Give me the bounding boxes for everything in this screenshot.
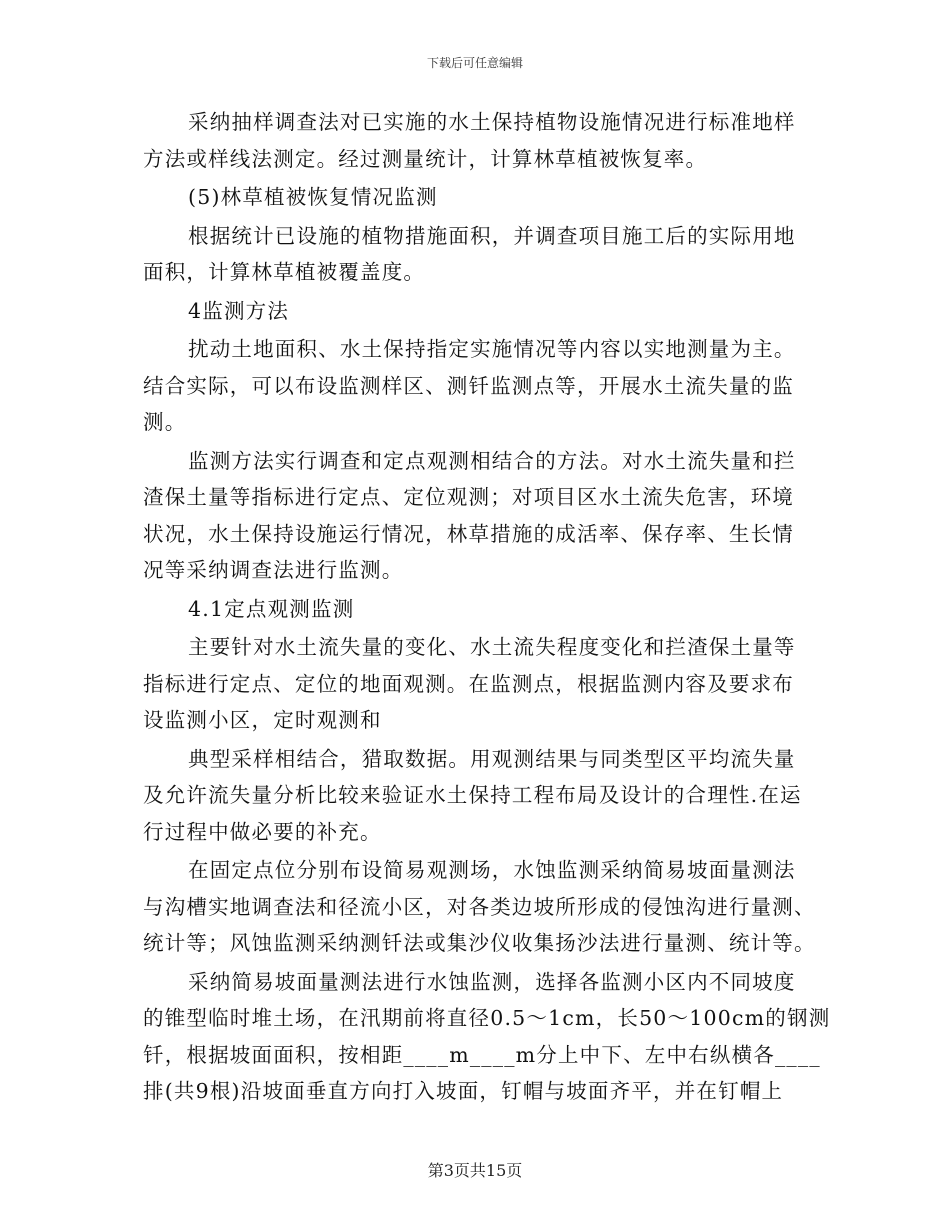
text-line: 及允许流失量分析比较来验证水土保持工程布局及设计的合理性.在运 bbox=[143, 783, 802, 807]
text-line: 监测方法实行调查和定点观测相结合的方法。对水土流失量和拦 bbox=[188, 448, 796, 473]
section-heading: 4监测方法 bbox=[188, 298, 290, 323]
text-line: 设监测小区，定时观测和 bbox=[143, 708, 382, 732]
section-heading: (5)林草植被恢复情况监测 bbox=[188, 185, 438, 209]
text-line: 行过程中做必要的补充。 bbox=[143, 819, 382, 844]
text-line: 在固定点位分别布设简易观测场，水蚀监测采纳简易坡面量测法 bbox=[188, 858, 796, 882]
text-line: 扰动土地面积、水土保持指定实施情况等内容以实地测量为主。 bbox=[188, 337, 796, 361]
page-header: 下载后可任意编辑 bbox=[426, 56, 523, 70]
text-line: 与沟槽实地调查法和径流小区，对各类边坡所形成的侵蚀沟进行量测、 bbox=[143, 894, 816, 919]
text-line: 根据统计已设施的植物措施面积，并调查项目施工后的实际用地 bbox=[188, 223, 796, 248]
text-line: 的锥型临时堆土场，在汛期前将直径0.5～1cm，长50～100cm的钢测 bbox=[143, 1006, 831, 1030]
text-line: 采纳抽样调查法对已实施的水土保持植物设施情况进行标准地样 bbox=[188, 110, 796, 134]
page-number: 第3页共15页 bbox=[427, 1161, 523, 1180]
text-line: 状况，水土保持设施运行情况，林草措施的成活率、保存率、生长情 bbox=[143, 521, 794, 546]
text-line: 况等采纳调查法进行监测。 bbox=[143, 558, 404, 582]
text-line: 统计等；风蚀监测采纳测钎法或集沙仪收集扬沙法进行量测、统计等。 bbox=[143, 931, 816, 955]
section-heading: 4.1定点观测监测 bbox=[188, 596, 355, 621]
text-line: 结合实际，可以布设监测样区、测钎监测点等，开展水土流失量的监 bbox=[143, 373, 794, 398]
text-line: 主要针对水土流失量的变化、水土流失程度变化和拦渣保土量等 bbox=[188, 635, 796, 659]
text-line: 排(共9根)沿坡面垂直方向打入坡面，钉帽与坡面齐平，并在钉帽上 bbox=[143, 1079, 784, 1103]
text-line: 指标进行定点、定位的地面观测。在监测点，根据监测内容及要求布 bbox=[143, 671, 794, 696]
text-line: 测。 bbox=[143, 410, 187, 434]
text-line: 典型采样相结合，猎取数据。用观测结果与同类型区平均流失量 bbox=[188, 746, 796, 771]
text-line: 渣保土量等指标进行定点、定位观测；对项目区水土流失危害，环境 bbox=[143, 485, 794, 509]
text-line: 钎，根据坡面面积，按相距____m____m分上中下、左中右纵横各____ bbox=[143, 1042, 821, 1067]
text-line: 采纳简易坡面量测法进行水蚀监测，选择各监测小区内不同坡度 bbox=[188, 969, 796, 994]
text-line: 方法或样线法测定。经过测量统计，计算林草植被恢复率。 bbox=[143, 146, 708, 171]
text-line: 面积，计算林草植被覆盖度。 bbox=[143, 260, 426, 284]
document-body bbox=[143, 104, 831, 1110]
